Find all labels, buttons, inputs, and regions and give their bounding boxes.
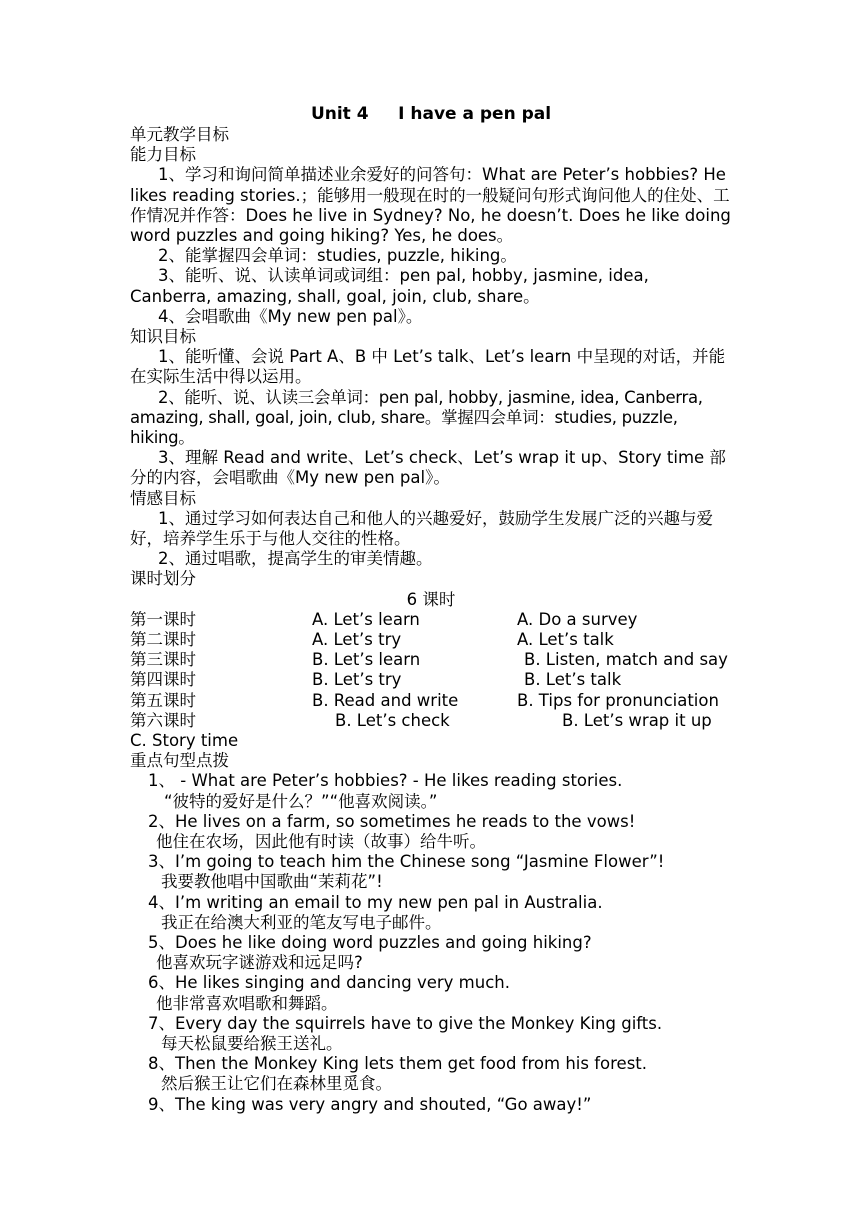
lesson-part-b: B. Tips for pronunciation <box>517 690 719 710</box>
sentence-en: 8、Then the Monkey King lets them get food from his forest. <box>148 1054 648 1074</box>
lesson-part-a: B. Let’s learn <box>312 650 421 670</box>
knowledge-item-1: 1、能听懂、会说 Part A、B 中 Let’s talk、Let’s learn 中呈现的对话，并能在实际生活中得以运用。 <box>130 347 726 387</box>
lesson-name: 第一课时 <box>130 609 196 629</box>
lesson-part-a: B. Let’s check <box>335 710 450 730</box>
lesson-part-a: A. Let’s try <box>312 630 402 650</box>
lesson6-extra: C. Story time <box>130 731 239 750</box>
lesson-row <box>130 670 732 690</box>
lesson-row <box>130 711 732 731</box>
sentence-zh: 他住在农场，因此他有时读（故事）给牛听。 <box>156 832 486 852</box>
lesson-row <box>130 691 732 711</box>
ability-item-4: 4、会唱歌曲《My new pen pal》。 <box>158 306 423 326</box>
emotion-item-2: 2、通过唱歌，提高学生的审美情趣。 <box>158 549 433 569</box>
heading-emotion: 情感目标 <box>130 488 196 508</box>
sentence-zh: 他非常喜欢唱歌和舞蹈。 <box>156 993 338 1013</box>
document-body <box>130 103 732 1115</box>
sentence-en: 4、I’m writing an email to my new pen pal in Australia. <box>148 892 603 912</box>
lesson-row <box>130 630 732 650</box>
emotion-item-1: 1、通过学习如何表达自己和他人的兴趣爱好，鼓励学生发展广泛的兴趣与爱好，培养学生乐于与他人交往的性格。 <box>130 508 713 549</box>
sentence-zh: 每天松鼠要给猴王送礼。 <box>161 1034 343 1054</box>
sentence-zh: 他喜欢玩字谜游戏和远足吗? <box>156 953 363 973</box>
heading-knowledge: 知识目标 <box>130 327 196 347</box>
lesson-name: 第五课时 <box>130 690 196 710</box>
sentence-en: 6、He likes singing and dancing very much. <box>148 973 510 993</box>
sentence-en: 5、Does he like doing word puzzles and going hiking? <box>148 933 592 953</box>
lesson-name: 第三课时 <box>130 650 196 670</box>
heading-key-sentences: 重点句型点拨 <box>130 751 229 771</box>
lesson-name: 第二课时 <box>130 630 196 650</box>
knowledge-item-3: 3、理解 Read and write、Let’s check、Let’s wrap it up、Story time 部分的内容，会唱歌曲《My new pen pal》。 <box>130 448 726 488</box>
lesson-part-b: A. Do a survey <box>517 609 638 629</box>
ability-item-1: 1、学习和询问简单描述业余爱好的问答句：What are Peter’s hobbies? He likes reading stories.；能够用一般现在时的一般疑问句形式询问他人的住处、工作情况并作答：Does he live in Sydney? No, he doesn’t. Does he like doing word puzzles and going hiking? Yes, he does。 <box>130 165 731 246</box>
lesson-name: 第六课时 <box>130 710 196 730</box>
ability-item-3: 3、能听、说、认读单词或词组：pen pal, hobby, jasmine, idea, Canberra, amazing, shall, goal, join, club, share。 <box>130 266 649 306</box>
lesson-part-b: A. Let’s talk <box>517 630 614 650</box>
sentence-zh: “彼特的爱好是什么？”“他喜欢阅读。” <box>164 791 438 811</box>
lesson-row <box>130 610 732 630</box>
sentence-zh: 我正在给澳大利亚的笔友写电子邮件。 <box>161 912 442 932</box>
sentence-zh: 然后猴王让它们在森林里觅食。 <box>161 1074 392 1094</box>
sentence-en: 3、I’m going to teach him the Chinese song “Jasmine Flower”! <box>148 852 665 872</box>
lesson-part-a: B. Read and write <box>312 690 459 710</box>
heading-ability: 能力目标 <box>130 145 196 165</box>
ability-item-2: 2、能掌握四会单词：studies, puzzle, hiking。 <box>158 246 517 266</box>
knowledge-item-2: 2、能听、说、认读三会单词：pen pal, hobby, jasmine, idea, Canberra, amazing, shall, goal, join, club, share。掌握四会单词：studies, puzzle, hiking。 <box>130 387 703 448</box>
sentence-en: 1、 - What are Peter’s hobbies? - He likes reading stories. <box>148 771 623 791</box>
sentence-zh: 我要教他唱中国歌曲“茉莉花”! <box>161 872 383 892</box>
lesson-part-b: B. Let’s talk <box>524 670 622 690</box>
lesson-part-a: B. Let’s try <box>312 670 402 690</box>
schedule-total: 6 课时 <box>406 589 456 609</box>
lesson-row <box>130 650 732 670</box>
lesson-name: 第四课时 <box>130 670 196 690</box>
heading-unit-goals: 单元教学目标 <box>130 125 229 144</box>
heading-schedule: 课时划分 <box>130 569 196 589</box>
lesson-part-b: B. Listen, match and say <box>524 650 728 670</box>
sentence-en: 9、The king was very angry and shouted, “Go away!” <box>148 1094 592 1114</box>
lesson-part-b: B. Let’s wrap it up <box>562 710 712 730</box>
sentence-en: 2、He lives on a farm, so sometimes he reads to the vows! <box>148 811 636 831</box>
page-title: Unit 4 I have a pen pal <box>310 104 552 124</box>
sentence-en: 7、Every day the squirrels have to give the Monkey King gifts. <box>148 1013 663 1033</box>
lesson-part-a: A. Let’s learn <box>312 609 420 629</box>
